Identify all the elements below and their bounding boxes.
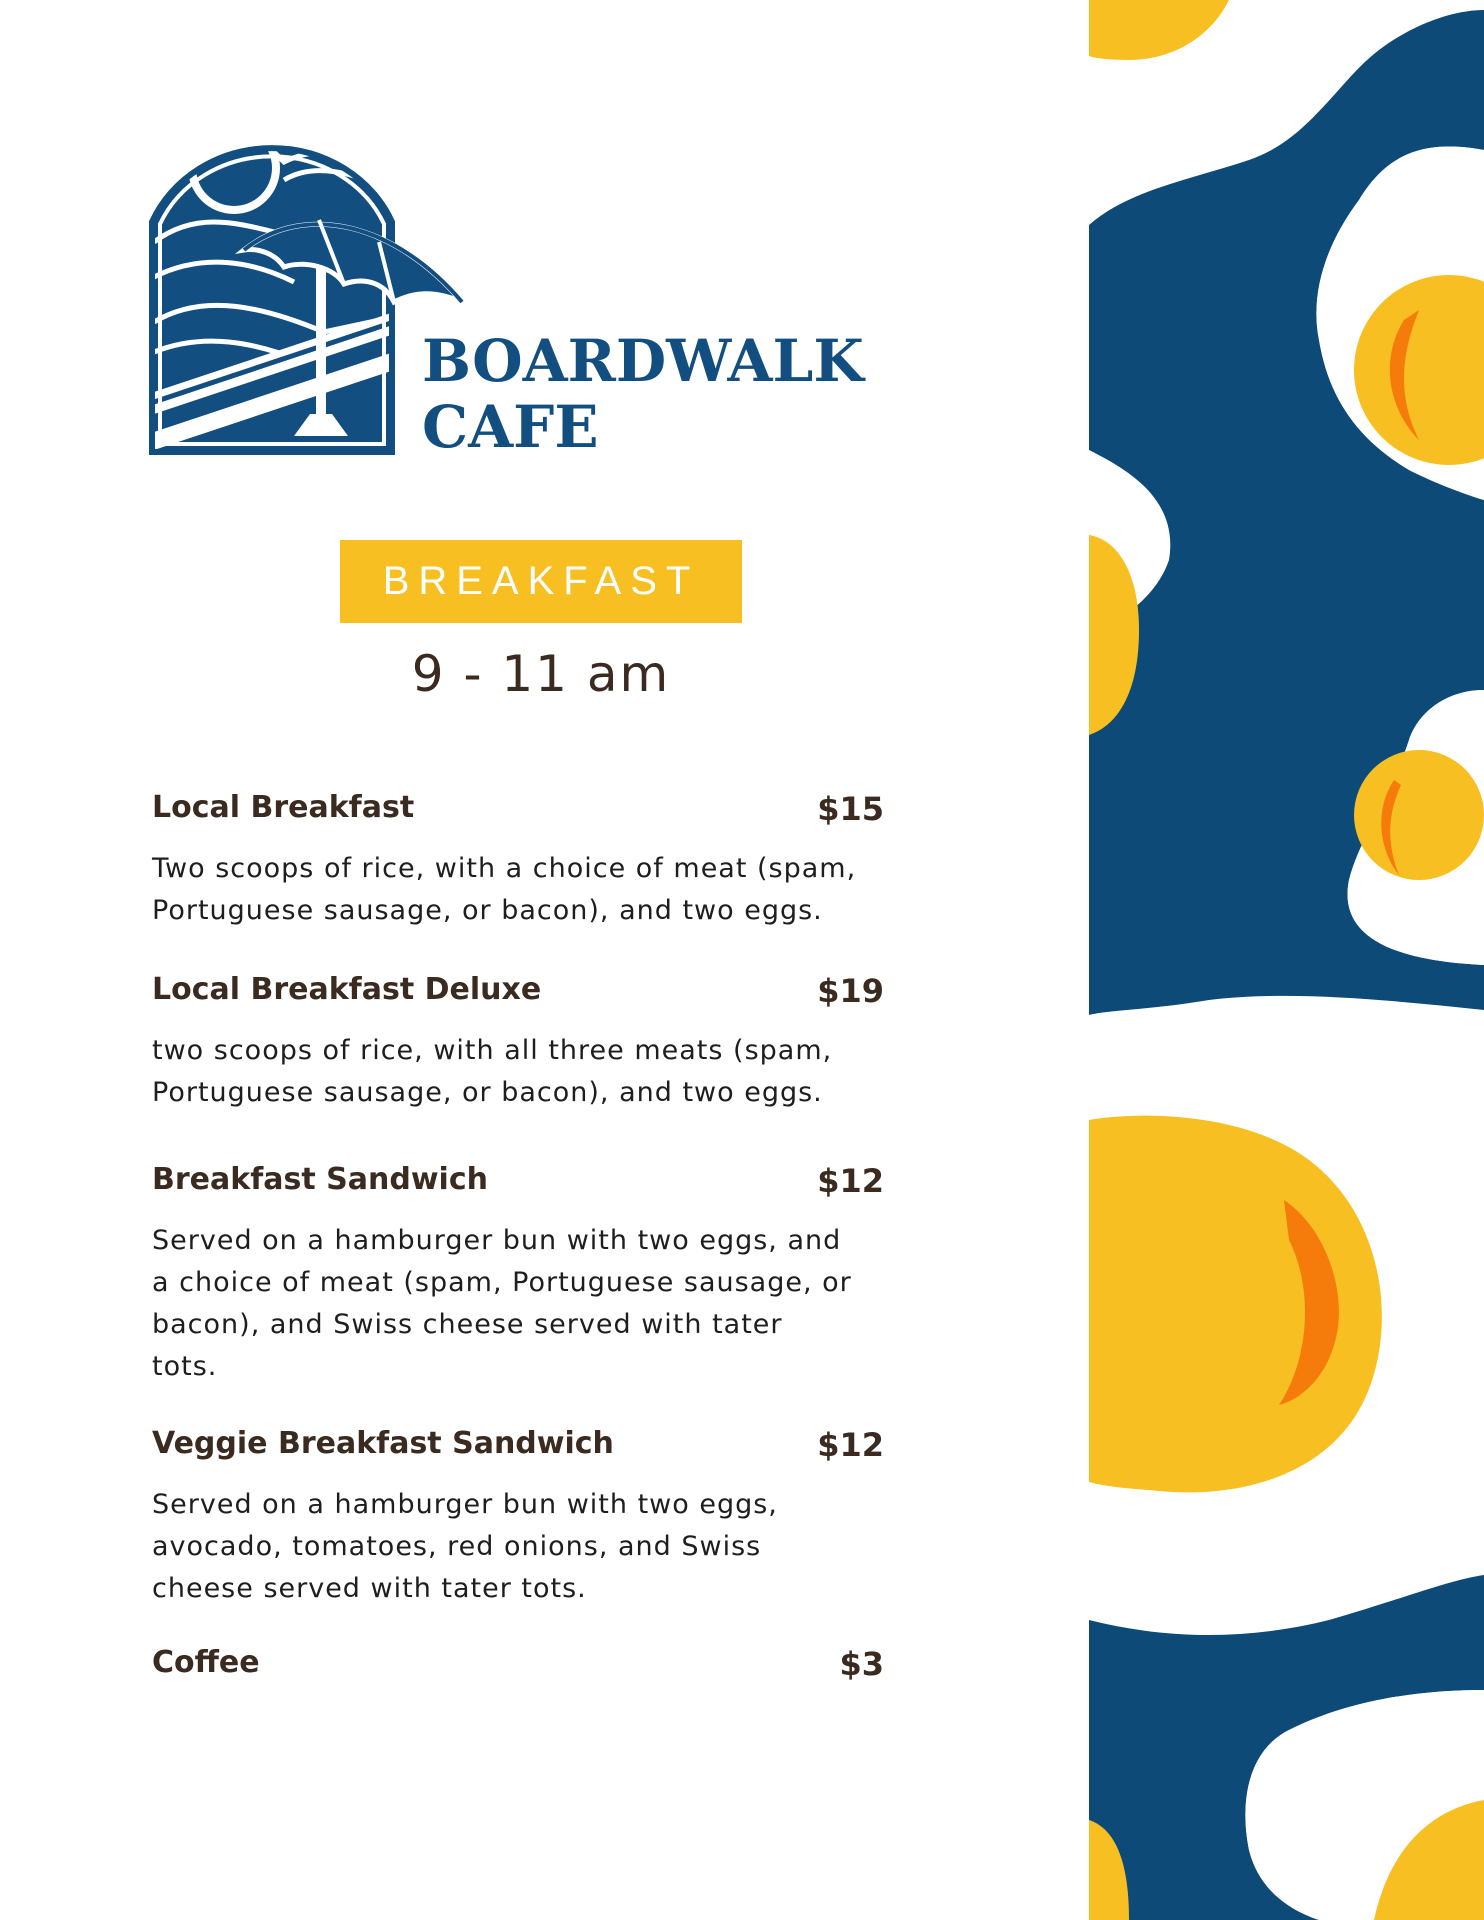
- menu-item-name: Local Breakfast Deluxe: [152, 972, 542, 1007]
- brand-name: [422, 328, 864, 460]
- menu-item-description: Two scoops of rice, with a choice of meat (spam, Portuguese sausage, or bacon), and two eggs.: [152, 853, 857, 926]
- menu-item-name: Veggie Breakfast Sandwich: [152, 1426, 614, 1461]
- menu-item-price: $12: [817, 1426, 884, 1464]
- fried-egg-pattern-icon: [1089, 0, 1484, 1920]
- menu-item: [152, 1645, 884, 1689]
- menu-item-price: $12: [817, 1162, 884, 1200]
- menu-item-description: Served on a hamburger bun with two eggs, avocado, tomatoes, red onions, and Swiss cheese served with tater tots.: [152, 1489, 778, 1604]
- menu-item: [152, 972, 884, 1114]
- menu-item: [152, 1162, 884, 1388]
- menu-item-price: $19: [817, 972, 884, 1010]
- boardwalk-logo-icon: [144, 102, 464, 458]
- menu-item-price: $3: [839, 1645, 884, 1683]
- brand-name-line1: BOARDWALK: [422, 327, 864, 395]
- menu-item: [152, 790, 884, 932]
- menu-item-description: two scoops of rice, with all three meats (spam, Portuguese sausage, or bacon), and two eggs.: [152, 1035, 833, 1108]
- menu-item-name: Breakfast Sandwich: [152, 1162, 488, 1197]
- brand-name-line2: CAFE: [422, 393, 599, 461]
- menu-item-name: Local Breakfast: [152, 790, 415, 825]
- menu-item-name: Coffee: [152, 1645, 260, 1680]
- meal-title-badge: BREAKFAST: [340, 540, 742, 623]
- menu-item-price: $15: [817, 790, 884, 828]
- meal-hours: 9 - 11 am: [411, 645, 671, 703]
- menu-item: [152, 1426, 884, 1610]
- menu-item-description: Served on a hamburger bun with two eggs, and a choice of meat (spam, Portuguese sausage, or bacon), and Swiss cheese served with tater tots.: [152, 1225, 852, 1382]
